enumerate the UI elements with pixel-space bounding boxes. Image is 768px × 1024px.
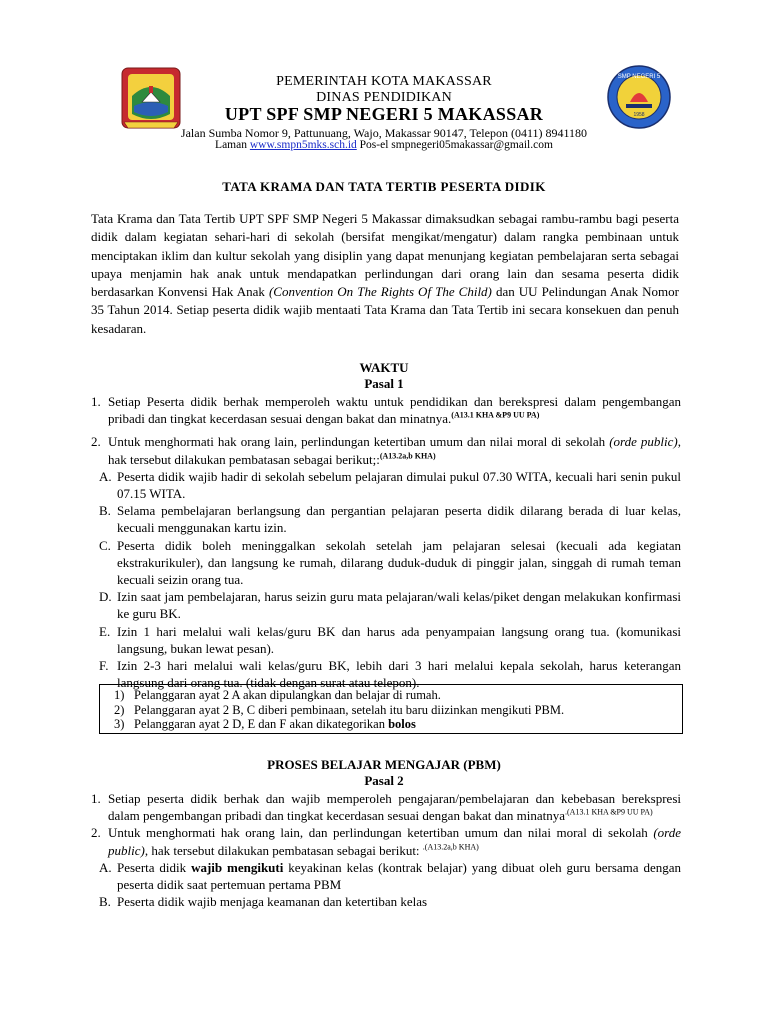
sub-text: Peserta didik boleh meninggalkan sekolah setelah jam pelajaran selesai (kecuali ada kegiatan ekstrakurikuler), dan langsung ke rumah, dilarang duduk-duduk di pinggir jalan, singgah di rumah teman kecuali seizin orang tua. [117, 537, 681, 588]
list-item [91, 824, 681, 858]
sanction-box [99, 684, 683, 734]
sub-item [91, 623, 681, 657]
legal-reference: (A13.1 KHA &P9 UU PA) [451, 410, 540, 420]
item-text: Untuk menghormati hak orang lain, dan perlindungan ketertiban umum dan nilai moral di sekolah [108, 825, 654, 841]
header-department: DINAS PENDIDIKAN [316, 90, 452, 105]
sanction-number: 2) [114, 702, 125, 717]
section2-pasal: Pasal 2 [364, 773, 404, 788]
sanction-row [114, 703, 682, 718]
sanction-text: Pelanggaran ayat 2 D, E dan F akan dikategorikan [134, 717, 389, 731]
list-item [91, 433, 681, 467]
section1-pasal: Pasal 1 [364, 376, 404, 391]
sub-text: Peserta didik wajib menjaga keamanan dan ketertiban kelas [117, 894, 428, 910]
sub-item [91, 859, 681, 893]
header-school-name: UPT SPF SMP NEGERI 5 MAKASSAR [224, 104, 544, 124]
school-logo-year: 1958 [633, 112, 645, 118]
header-contact [0, 139, 768, 151]
document-title: TATA KRAMA DAN TATA TERTIB PESERTA DIDIK [222, 179, 546, 194]
website-link[interactable]: www.smpn5mks.sch.id [249, 139, 357, 151]
sub-letter: B. [99, 503, 111, 519]
header-address: Jalan Sumba Nomor 9, Pattunuang, Wajo, Makassar 90147, Telepon (0411) 8941180 [180, 126, 588, 140]
sanction-row [114, 688, 682, 703]
item-text: , hak tersebut dilakukan pembatasan sebagai berikut: [144, 842, 423, 858]
sanction-number: 3) [114, 717, 125, 731]
email-text: Pos-el smpnegeri05makassar@gmail.com [356, 139, 553, 151]
sub-item [91, 537, 681, 589]
item-text: Setiap Peserta didik berhak memperoleh waktu untuk pendidikan dan berekspresi dalam pengembangan pribadi dan tingkat kecerdasan sesuai dengan bakat dan minatnya. [108, 394, 681, 427]
sub-item [91, 502, 681, 536]
sub-text: Izin 1 hari melalui wali kelas/guru BK dan harus ada penyampaian langsung orang tua. (komunikasi langsung, bukan lewat pesan). [117, 623, 681, 656]
intro-paragraph [91, 210, 679, 338]
intro-text-1: Tata Krama dan Tata Tertib UPT SPF SMP Negeri 5 Makassar dimaksudkan sebagai rambu-rambu bagi peserta didik dalam kegiatan sehari-hari di sekolah (bersifat mengikat/mengatur) dalam rangka pembinaan untuk menciptakan iklim dan kultur sekolah yang disiplin yang dapat menunjang kegiatan pembelajaran serta sebagai upaya menjamin hak anak untuk mendapatkan perlindungan dari orang lain dan sesama peserta didik berdasarkan Konvensi Hak Anak [91, 211, 679, 300]
sanction-bold: bolos [388, 717, 416, 731]
item-text: , hak tersebut dilakukan pembatasan sebagai berikut;: [108, 434, 682, 467]
section1-list [91, 393, 681, 691]
sanction-text: Pelanggaran ayat 2 B, C diberi pembinaan, setelah itu baru diizinkan mengikuti PBM. [134, 702, 565, 717]
sub-text: Izin 2-3 hari melalui wali kelas/guru BK, lebih dari 3 hari melalui kepala sekolah, harus keterangan langsung dari orang tua. (tidak dengan surat atau telepon). [117, 658, 681, 691]
item-number: 2. [91, 825, 101, 841]
item-text: Untuk menghormati hak orang lain, perlindungan ketertiban umum dan nilai moral di sekolah [108, 434, 610, 450]
sanction-row [114, 717, 682, 732]
sub-letter: A. [99, 468, 112, 484]
sub-letter: B. [99, 894, 111, 910]
section2-heading: PROSES BELAJAR MENGAJAR (PBM) [267, 757, 501, 772]
legal-reference: (A13.2a,b KHA) [379, 451, 436, 461]
section1-heading: WAKTU [359, 360, 409, 375]
school-logo-text: SMP NEGERI 5 [617, 74, 661, 80]
list-item [91, 393, 681, 427]
sub-letter: F. [99, 658, 109, 674]
sub-letter: D. [99, 589, 112, 605]
item-number: 2. [91, 434, 101, 450]
sub-letter: E. [99, 623, 111, 639]
list-item [91, 790, 681, 824]
item-number: 1. [91, 394, 101, 409]
item-italic: (orde public) [609, 434, 678, 450]
intro-italic: (Convention On The Rights Of The Child) [268, 284, 492, 300]
section2-list [91, 790, 681, 910]
sub-item [91, 468, 681, 502]
website-label: Laman [215, 139, 250, 151]
item-number: 1. [91, 791, 101, 806]
sub-text: Selama pembelajaran berlangsung dan pergantian pelajaran peserta didik dilarang berada di luar kelas, kecuali menggunakan kartu izin. [117, 503, 681, 536]
sub-item [91, 893, 681, 910]
header-government: PEMERINTAH KOTA MAKASSAR [276, 74, 492, 89]
sub-text: keyakinan kelas (kontrak belajar) yang dibuat oleh guru bersama dengan peserta didik saat pertemuan pertama PBM [117, 859, 681, 893]
item-text: Setiap peserta didik berhak dan wajib memperoleh pengajaran/pembelajaran dan kebebasan berekspresi dalam pengembangan pribadi dan tingkat kecerdasan sesuai dengan bakat dan minatnya [108, 791, 681, 824]
item-italic: (orde public) [108, 825, 681, 858]
sub-item [91, 588, 681, 622]
sanction-text: Pelanggaran ayat 2 A akan dipulangkan dan belajar di rumah. [134, 688, 441, 702]
sub-text: Peserta didik wajib hadir di sekolah sebelum pelajaran dimulai pukul 07.30 WITA, kecuali hari senin pukul 07.15 WITA. [117, 468, 681, 502]
intro-text-2: dan UU Pelindungan Anak Nomor 35 Tahun 2014. Setiap peserta didik wajib mentaati Tata Krama dan Tata Tertib ini secara konsekuen dan penuh kesadaran. [91, 284, 679, 336]
sub-letter: C. [99, 537, 111, 553]
sub-letter: A. [99, 859, 112, 875]
sub-text: Izin saat jam pembelajaran, harus seizin guru mata pelajaran/wali kelas/piket dengan melakukan konfirmasi ke guru BK. [117, 589, 681, 622]
legal-reference: .(A13.2a,b KHA) [422, 842, 479, 852]
sanction-number: 1) [114, 688, 125, 702]
sub-text: Peserta didik [117, 859, 192, 875]
legal-reference: .(A13.1 KHA &P9 UU PA) [565, 807, 653, 817]
sub-bold: wajib mengikuti [191, 859, 284, 875]
